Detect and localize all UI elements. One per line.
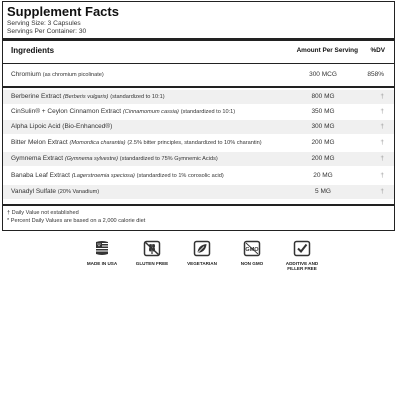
ingredient-amount: 20 MG — [313, 172, 333, 179]
badge-label: VEGETARIAN — [187, 261, 217, 266]
ingredient-amount: 350 MG — [311, 108, 335, 115]
table-header — [3, 44, 394, 61]
ingredient-amount: 800 MG — [311, 93, 335, 100]
supplement-facts-panel — [2, 1, 395, 231]
ingredient-dv: † — [380, 155, 384, 162]
badge-label: ADDITIVE AND FILLER FREE — [285, 261, 319, 272]
ingredient-amount: 5 MG — [315, 188, 331, 195]
gmo-icon — [230, 240, 274, 257]
ingredient-name: Chromium (as chromium picolinate) — [11, 71, 104, 78]
checkmark-icon — [280, 240, 324, 257]
dv-heading: %DV — [370, 47, 385, 54]
ingredient-dv: † — [380, 93, 384, 100]
footnote-calorie-diet: * Percent Daily Values are based on a 2,000 calorie diet — [7, 218, 146, 224]
ingredient-name: Bitter Melon Extract (Momordica charantia) (2.5% bitter principles, standardized to 10% charantin) — [11, 139, 262, 146]
badge-vegetarian — [180, 240, 224, 266]
table-row — [3, 136, 394, 150]
header-underline — [3, 63, 394, 64]
badge-additive-filler-free — [280, 240, 324, 272]
table-row — [3, 169, 394, 183]
ingredient-dv: † — [380, 172, 384, 179]
ingredient-dv: † — [380, 139, 384, 146]
table-row — [3, 185, 394, 199]
table-row — [3, 90, 394, 104]
panel-title: Supplement Facts — [7, 4, 119, 19]
table-row — [3, 68, 394, 82]
table-row — [3, 152, 394, 166]
ingredient-name: Gymnema Extract (Gymnema sylvestre) (standardized to 75% Gymnemic Acids) — [11, 155, 218, 162]
badge-label: NON GMO — [240, 261, 264, 266]
ingredient-name: Vanadyl Sulfate (20% Vanadium) — [11, 188, 100, 195]
badge-made-in-usa — [80, 240, 124, 266]
badge-row — [80, 240, 330, 280]
ingredient-name: Berberine Extract (Berberis vulgaris) (standardized to 10:1) — [11, 93, 165, 100]
ingredients-heading: Ingredients — [11, 46, 55, 55]
table-row — [3, 105, 394, 119]
svg-text:GMO: GMO — [245, 247, 259, 253]
badge-label: GLUTEN FREE — [135, 261, 169, 266]
footer-divider — [3, 204, 394, 206]
ingredient-amount: 200 MG — [311, 139, 335, 146]
header-divider — [3, 38, 394, 41]
ingredient-name: Alpha Lipoic Acid (Bio-Enhanced®) — [11, 123, 113, 130]
ingredient-dv: † — [380, 108, 384, 115]
ingredient-dv: † — [380, 188, 384, 195]
badge-non-gmo — [230, 240, 274, 266]
ingredient-amount: 300 MCG — [309, 71, 337, 78]
badge-gluten-free — [130, 240, 174, 266]
footnote-daily-value: † Daily Value not established — [7, 210, 79, 216]
ingredient-name: CinSulin® + Ceylon Cinnamon Extract (Cinnamomum cassia) (standardized to 10:1) — [11, 108, 236, 115]
leaf-icon — [180, 240, 224, 257]
ingredient-dv: † — [380, 123, 384, 130]
usa-flag-icon — [80, 240, 124, 257]
ingredient-amount: 200 MG — [311, 155, 335, 162]
ingredient-dv: 858% — [367, 71, 384, 78]
servings-per-container: Servings Per Container: 30 — [7, 28, 87, 35]
wheat-crossed-icon — [130, 240, 174, 257]
badge-label: MADE IN USA — [86, 261, 118, 266]
table-row — [3, 120, 394, 134]
section-divider — [3, 86, 394, 88]
serving-size: Serving Size: 3 Capsules — [7, 20, 81, 27]
ingredient-name: Banaba Leaf Extract (Lagerstroemia speciosa) (standardized to 1% corosolic acid) — [11, 172, 224, 179]
ingredient-amount: 300 MG — [311, 123, 335, 130]
amount-heading: Amount Per Serving — [296, 47, 358, 54]
